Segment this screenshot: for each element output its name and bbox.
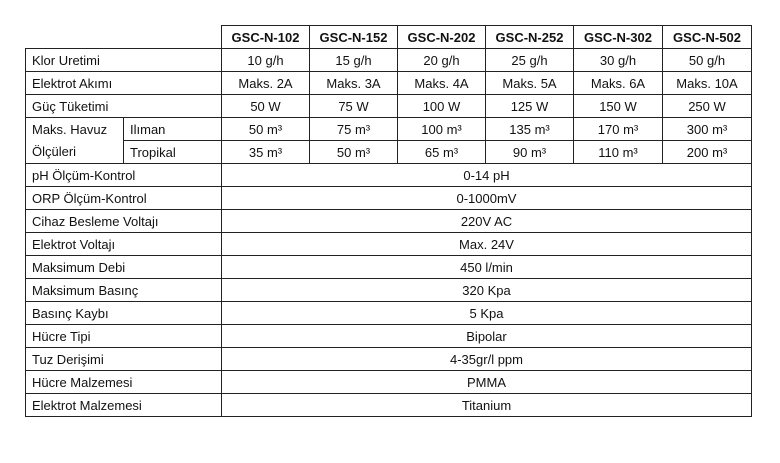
row-label: Cihaz Besleme Voltajı: [26, 210, 222, 233]
cell-value: 15 g/h: [310, 49, 398, 72]
cell-value: 150 W: [574, 95, 663, 118]
model-header: GSC-N-252: [486, 26, 574, 49]
table-row: [26, 210, 752, 233]
cell-value: 75 m³: [310, 118, 398, 141]
cell-value: 75 W: [310, 95, 398, 118]
cell-value: 25 g/h: [486, 49, 574, 72]
table-row: [26, 279, 752, 302]
model-header: GSC-N-202: [398, 26, 486, 49]
table-row: [26, 118, 752, 141]
cell-value: 50 m³: [310, 141, 398, 164]
cell-value: 135 m³: [486, 118, 574, 141]
cell-value: PMMA: [222, 371, 752, 394]
row-label: pH Ölçüm-Kontrol: [26, 164, 222, 187]
table-row: [26, 141, 752, 164]
cell-value: Titanium: [222, 394, 752, 417]
cell-value: 50 m³: [222, 118, 310, 141]
cell-value: 35 m³: [222, 141, 310, 164]
cell-value: 10 g/h: [222, 49, 310, 72]
header-row: [26, 26, 752, 49]
row-label: Basınç Kaybı: [26, 302, 222, 325]
cell-value: 200 m³: [663, 141, 752, 164]
model-header: GSC-N-302: [574, 26, 663, 49]
table-row: [26, 49, 752, 72]
cell-value: 450 l/min: [222, 256, 752, 279]
row-label: ORP Ölçüm-Kontrol: [26, 187, 222, 210]
pool-size-label-bottom: Ölçüleri: [26, 141, 124, 164]
table-row: [26, 348, 752, 371]
spec-table: [25, 25, 752, 417]
cell-value: Maks. 10A: [663, 72, 752, 95]
cell-value: 250 W: [663, 95, 752, 118]
cell-value: 300 m³: [663, 118, 752, 141]
cell-value: 30 g/h: [574, 49, 663, 72]
row-label: Klor Uretimi: [26, 49, 222, 72]
climate-label: Tropikal: [124, 141, 222, 164]
model-header: GSC-N-152: [310, 26, 398, 49]
cell-value: Maks. 3A: [310, 72, 398, 95]
row-label: Hücre Malzemesi: [26, 371, 222, 394]
model-header: GSC-N-102: [222, 26, 310, 49]
table-row: [26, 164, 752, 187]
model-header: GSC-N-502: [663, 26, 752, 49]
cell-value: 50 W: [222, 95, 310, 118]
climate-label: Ilıman: [124, 118, 222, 141]
cell-value: Maks. 5A: [486, 72, 574, 95]
cell-value: 100 m³: [398, 118, 486, 141]
row-label: Tuz Derişimi: [26, 348, 222, 371]
cell-value: 90 m³: [486, 141, 574, 164]
cell-value: 110 m³: [574, 141, 663, 164]
pool-size-label-top: Maks. Havuz: [26, 118, 124, 141]
cell-value: 170 m³: [574, 118, 663, 141]
cell-value: 100 W: [398, 95, 486, 118]
table-row: [26, 72, 752, 95]
table-row: [26, 95, 752, 118]
cell-value: 50 g/h: [663, 49, 752, 72]
cell-value: Max. 24V: [222, 233, 752, 256]
cell-value: 220V AC: [222, 210, 752, 233]
table-row: [26, 371, 752, 394]
cell-value: 65 m³: [398, 141, 486, 164]
cell-value: Maks. 4A: [398, 72, 486, 95]
row-label: Güç Tüketimi: [26, 95, 222, 118]
row-label: Elektrot Akımı: [26, 72, 222, 95]
row-label: Hücre Tipi: [26, 325, 222, 348]
cell-value: 0-1000mV: [222, 187, 752, 210]
cell-value: Maks. 6A: [574, 72, 663, 95]
table-row: [26, 394, 752, 417]
table-row: [26, 256, 752, 279]
row-label: Maksimum Debi: [26, 256, 222, 279]
cell-value: 5 Kpa: [222, 302, 752, 325]
table-row: [26, 187, 752, 210]
row-label: Elektrot Malzemesi: [26, 394, 222, 417]
cell-value: 125 W: [486, 95, 574, 118]
cell-value: 20 g/h: [398, 49, 486, 72]
cell-value: 0-14 pH: [222, 164, 752, 187]
table-row: [26, 325, 752, 348]
row-label: Maksimum Basınç: [26, 279, 222, 302]
table-row: [26, 302, 752, 325]
cell-value: Bipolar: [222, 325, 752, 348]
header-corner: [26, 26, 222, 49]
cell-value: 4-35gr/l ppm: [222, 348, 752, 371]
cell-value: 320 Kpa: [222, 279, 752, 302]
cell-value: Maks. 2A: [222, 72, 310, 95]
table-row: [26, 233, 752, 256]
row-label: Elektrot Voltajı: [26, 233, 222, 256]
